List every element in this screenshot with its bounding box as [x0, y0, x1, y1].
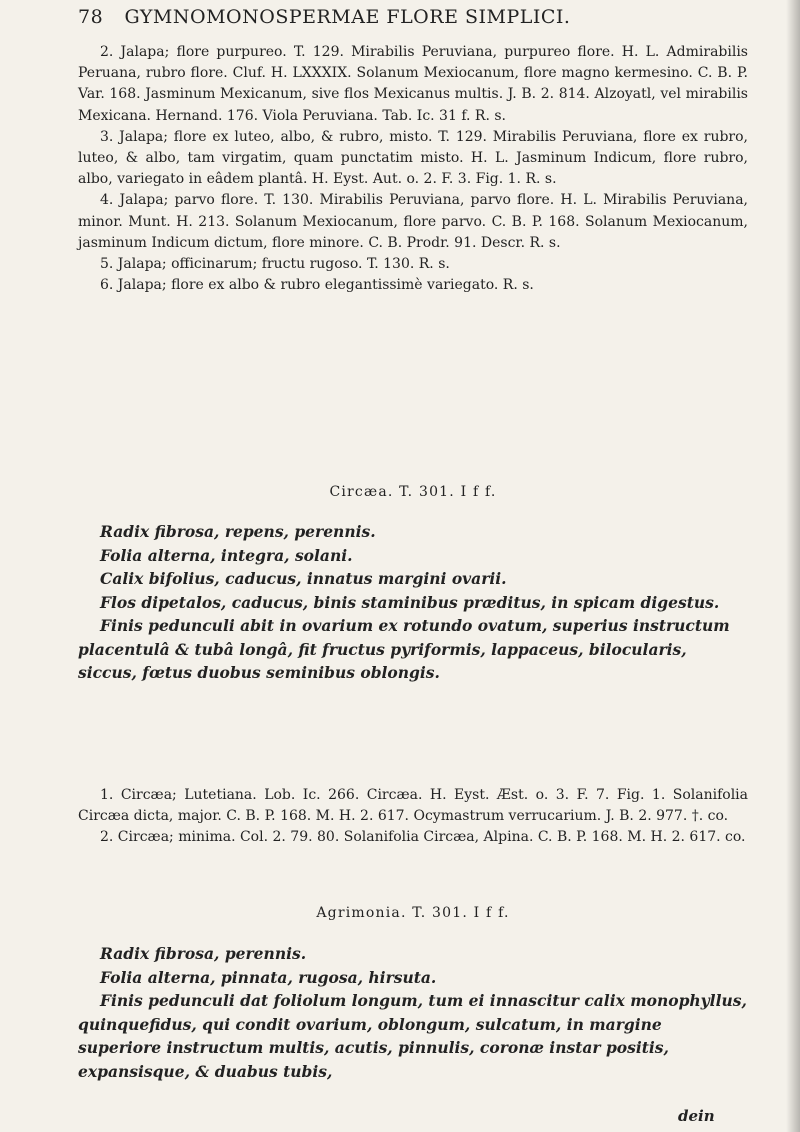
- circaea-desc-leaves: Folia alterna, integra, solani.: [100, 545, 353, 565]
- jalapa-species-4: 4. Jalapa; parvo flore. T. 130. Mirabilis Peruviana, parvo flore. H. L. Mirabilis Peruviana, minor. Munt. H. 213. Solanum Mexiocanum, flore parvo. C. B. P. 168. Solanum Mexiocanum, jasminum Indicum dictum, flore minore. C. B. Prodr. 91. Descr. R. s.: [78, 192, 748, 251]
- circaea-description: [78, 520, 748, 685]
- jalapa-species-list: [78, 42, 748, 296]
- circaea-desc-fruit: Finis pedunculi abit in ovarium ex rotundo ovatum, superius instructum placentulâ & tubâ longâ, fit fructus pyriformis, lappaceus, bilocularis, siccus, fœtus duobus seminibus oblongis.: [78, 616, 730, 682]
- catchword: dein: [678, 1107, 715, 1125]
- agrimonia-desc-leaves: Folia alterna, pinnata, rugosa, hirsuta.: [100, 967, 437, 987]
- circaea-desc-root: Radix fibrosa, repens, perennis.: [100, 522, 376, 541]
- circaea-heading: Circæa. T. 301. I f f.: [329, 484, 497, 500]
- circaea-species-list: [78, 785, 748, 849]
- page-number: 78: [78, 6, 104, 28]
- circaea-desc-flower: Flos dipetalos, caducus, binis staminibus præditus, in spicam digestus.: [100, 592, 720, 612]
- agrimonia-heading: Agrimonia. T. 301. I f f.: [316, 905, 510, 921]
- circaea-species-2: 2. Circæa; minima. Col. 2. 79. 80. Solanifolia Circæa, Alpina. C. B. P. 168. M. H. 2. 617. co.: [100, 829, 746, 846]
- jalapa-species-2: 2. Jalapa; flore purpureo. T. 129. Mirabilis Peruviana, purpureo flore. H. L. Admirabilis Peruana, rubro flore. Cluf. H. LXXXIX. Solanum Mexiocanum, flore magno kermesino. C. B. P. Var. 168. Jasminum Mexicanum, sive flos Mexicanus multis. J. B. 2. 814. Alzoyatl, vel mirabilis Mexicana. Hernand. 176. Viola Peruviana. Tab. Ic. 31 f. R. s.: [78, 44, 748, 124]
- jalapa-species-6: 6. Jalapa; flore ex albo & rubro elegantissimè variegato. R. s.: [100, 277, 534, 294]
- binding-edge-shadow: [786, 0, 800, 1132]
- jalapa-species-5: 5. Jalapa; officinarum; fructu rugoso. T. 130. R. s.: [100, 256, 450, 273]
- circaea-species-1: 1. Circæa; Lutetiana. Lob. Ic. 266. Circæa. H. Eyst. Æst. o. 3. F. 7. Fig. 1. Solanifolia Circæa dicta, major. C. B. P. 168. M. H. 2. 617. Ocymastrum verrucarium. J. B. 2. 977. †. co.: [78, 787, 748, 825]
- agrimonia-desc-calyx: Finis pedunculi dat foliolum longum, tum ei innascitur calix monophyllus, quinquefidus, qui condit ovarium, oblongum, sulcatum, in margine superiore instructum multis, acutis, pinnulis, coronæ instar positis, expansisque, & duabus tubis,: [78, 991, 747, 1081]
- circaea-desc-calyx: Calix bifolius, caducus, innatus margini ovarii.: [100, 569, 507, 588]
- agrimonia-desc-root: Radix fibrosa, perennis.: [100, 944, 307, 963]
- running-title: GYMNOMONOSPERMAE FLORE SIMPLICI.: [124, 6, 571, 28]
- jalapa-species-3: 3. Jalapa; flore ex luteo, albo, & rubro, misto. T. 129. Mirabilis Peruviana, flore ex rubro, luteo, & albo, tam virgatim, quam punctatim misto. H. L. Jasminum Indicum, flore rubro, albo, variegato in eâdem plantâ. H. Eyst. Aut. o. 2. F. 3. Fig. 1. R. s.: [78, 128, 748, 188]
- agrimonia-description: [78, 942, 748, 1083]
- running-header: [78, 6, 748, 28]
